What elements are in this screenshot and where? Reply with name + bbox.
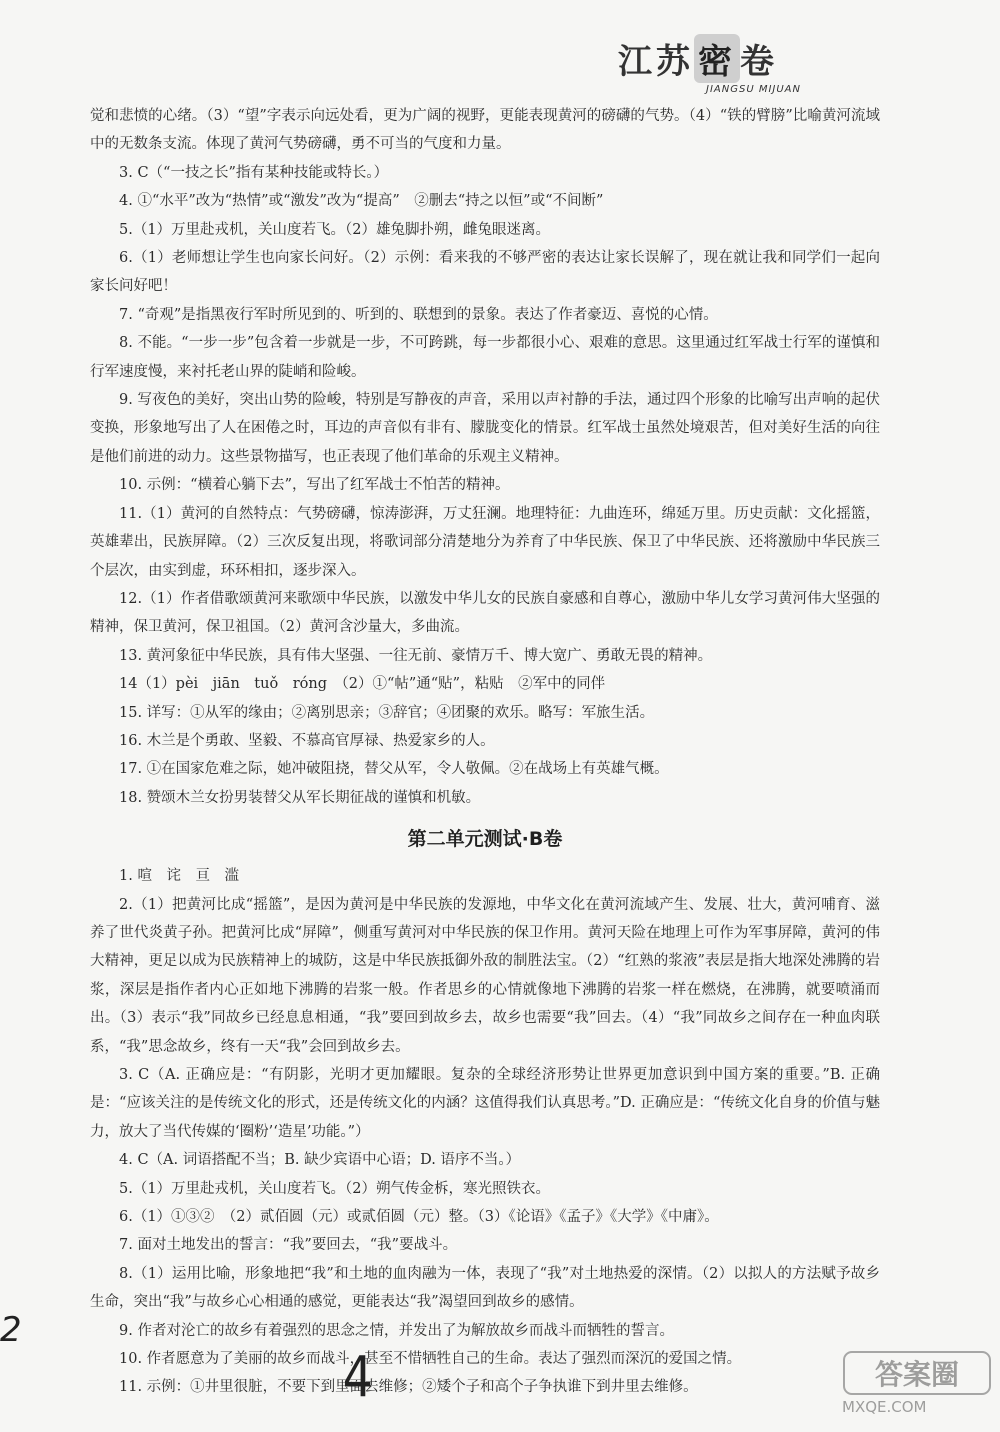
watermark-cn: 答案圈 <box>874 1358 960 1391</box>
answer-paragraph: 15. 详写：①从军的缘由；②离别思亲；③辞官；④团聚的欢乐。略写：军旅生活。 <box>119 704 655 721</box>
answer-paragraph: 4. C（A. 词语搭配不当；B. 缺少宾语中心语；D. 语序不当。） <box>119 1152 521 1169</box>
answer-paragraph: 9. 写夜色的美好，突出山势的险峻，特别是写静夜的声音，采用以声衬静的手法，通过四个形象的比喻写出声响的起伏变换，形象地写出了人在困倦之时，耳边的声音似有非有、朦胧变化的情景。红军战士虽然处境艰苦，但对美好生活的向往是他们前进的动力。这些景物描写，也正表现了他们革命的乐观主义精神。 <box>90 392 880 465</box>
answer-paragraph: 1. 喧 诧 亘 滥 <box>119 868 239 885</box>
answer-paragraph: 16. 木兰是个勇敢、坚毅、不慕高官厚禄、热爱家乡的人。 <box>119 732 495 749</box>
answer-paragraph: 3. C（“一技之长”指有某种技能或特长。） <box>119 164 389 181</box>
brand-pinyin: JIANGSU MIJUAN <box>706 84 801 95</box>
answer-paragraph: 5.（1）万里赴戎机，关山度若飞。（2）雄兔脚扑朔，雌兔眼迷离。 <box>119 221 551 238</box>
answer-paragraph: 13. 黄河象征中华民族，具有伟大坚强、一往无前、豪情万千、博大宽广、勇敢无畏的精神。 <box>119 647 713 664</box>
answer-paragraph: 11.（1）黄河的自然特点：气势磅礴，惊涛澎湃，万丈狂澜。地理特征：九曲连环，绵延万里。历史贡献：文化摇篮，英雄辈出，民族屏障。（2）三次反复出现，将歌词部分清楚地分为养育了中华民族、保卫了中华民族、还将激励中华民族三个层次，由实到虚，环环相扣，逐步深入。 <box>90 505 880 579</box>
answer-paragraph: 6.（1）①③② （2）贰佰圆（元）或贰佰圆（元）整。（3）《论语》《孟子》《大学》《中庸》。 <box>119 1209 719 1226</box>
answer-paragraph: 3. C（A. 正确应是：“有阴影，光明才更加耀眼。复杂的全球经济形势让世界更加意识到中国方案的重要。”B. 正确是：“应该关注的是传统文化的形式，还是传统文化的内涵？这值得我们认真思考。”D. 正确应是：“传统文化自身的价值与魅力，放大了当代传媒的‘圈粉’‘造星’功能。”） <box>90 1067 880 1140</box>
answer-paragraph: 觉和悲愤的心绪。（3）“望”字表示向远处看，更为广阔的视野，更能表现黄河的磅礴的气势。（4）“铁的臂膀”比喻黄河流域中的无数条支流。体现了黄河气势磅礴，勇不可当的气度和力量。 <box>90 108 880 153</box>
answer-paragraph: 5.（1）万里赴戎机，关山度若飞。（2）朔气传金柝，寒光照铁衣。 <box>119 1180 551 1197</box>
brand-logo <box>618 34 878 104</box>
brand-stamp: 密 <box>694 34 740 83</box>
section-title: 第二单元测试·B卷 <box>407 828 563 851</box>
answer-paragraph: 4. ①“水平”改为“热情”或“激发”改为“提高” ②删去“持之以恒”或“不间断” <box>119 193 604 210</box>
watermark-url: MXQE.COM <box>842 1398 927 1416</box>
brand-text-a: 江苏 <box>618 42 694 82</box>
answer-paragraph: 8.（1）运用比喻，形象地把“我”和土地的血肉融为一体，表现了“我”对土地热爱的深情。（2）以拟人的方法赋予故乡生命，突出“我”与故乡心心相通的感觉，更能表达“我”渴望回到故乡的感情。 <box>90 1265 880 1311</box>
answer-paragraph: 8. 不能。“一步一步”包含着一步就是一步，不可跨跳，每一步都很小心、艰难的意思。这里通过红军战士行军的谨慎和行军速度慢，来衬托老山界的陡峭和险峻。 <box>90 335 880 380</box>
handwritten-margin-mark: 2 <box>0 1310 22 1350</box>
answer-paragraph: 18. 赞颂木兰女扮男装替父从军长期征战的谨慎和机敏。 <box>119 789 481 806</box>
answer-paragraph: 6.（1）老师想让学生也向家长问好。（2）示例：看来我的不够严密的表达让家长误解了，现在就让我和同学们一起向家长问好吧！ <box>90 250 880 295</box>
answer-paragraph: 17. ①在国家危难之际，她冲破阻挠，替父从军，令人敬佩。②在战场上有英雄气概。 <box>119 761 669 778</box>
answer-paragraph: 2.（1）把黄河比成“摇篮”，是因为黄河是中华民族的发源地，中华文化在黄河流域产生、发展、壮大，黄河哺育、滋养了世代炎黄子孙。把黄河比成“屏障”，侧重写黄河对中华民族的保卫作用。黄河天险在地理上可作为军事屏障，黄河的伟大精神，更足以成为民族精神上的城防，这是中华民族抵御外敌的制胜法宝。（2）“红熟的浆液”表层是指大地深处沸腾的岩浆，深层是指作者内心正如地下沸腾的岩浆一般。作者思乡的心情就像地下沸腾的岩浆一样在燃烧，在沸腾，就要喷涌而出。（3）表示“我”同故乡已经息息相通，“我”要回到故乡去，故乡也需要“我”回去。（4）“我”同故乡之间存在一种血肉联系，“我”思念故乡，终有一天“我”会回到故乡去。 <box>90 896 880 1055</box>
answer-paragraph: 10. 作者愿意为了美丽的故乡而战斗，甚至不惜牺牲自己的生命。表达了强烈而深沉的爱国之情。 <box>119 1351 742 1368</box>
answer-paragraph: 7. 面对土地发出的誓言：“我”要回去，“我”要战斗。 <box>119 1237 458 1254</box>
answer-paragraph: 9. 作者对沦亡的故乡有着强烈的思念之情，并发出了为解放故乡而战斗而牺牲的誓言。 <box>119 1322 674 1339</box>
watermark-graphic <box>842 1348 992 1398</box>
answer-paragraph: 12.（1）作者借歌颂黄河来歌颂中华民族，以激发中华儿女的民族自豪感和自尊心，激励中华儿女学习黄河伟大坚强的精神，保卫黄河，保卫祖国。（2）黄河含沙量大，多曲流。 <box>90 590 880 636</box>
brand-text-b: 卷 <box>740 42 778 82</box>
answer-paragraph: 7. “奇观”是指黑夜行军时所见到的、听到的、联想到的景象。表达了作者豪迈、喜悦的心情。 <box>119 306 718 323</box>
handwritten-page-number: 4 <box>342 1345 373 1410</box>
watermark-logo <box>842 1348 992 1428</box>
answer-paragraph: 11. 示例：①井里很脏，不要下到里面去维修；②矮个子和高个子争执谁下到井里去维修。 <box>119 1379 698 1396</box>
answer-paragraph: 14（1）pèi jiān tuǒ róng （2）①“帖”通“贴”，粘贴 ②军中的同伴 <box>119 676 606 693</box>
answer-paragraph: 10. 示例：“横着心躺下去”，写出了红军战士不怕苦的精神。 <box>119 477 510 494</box>
answer-body <box>90 102 880 1402</box>
